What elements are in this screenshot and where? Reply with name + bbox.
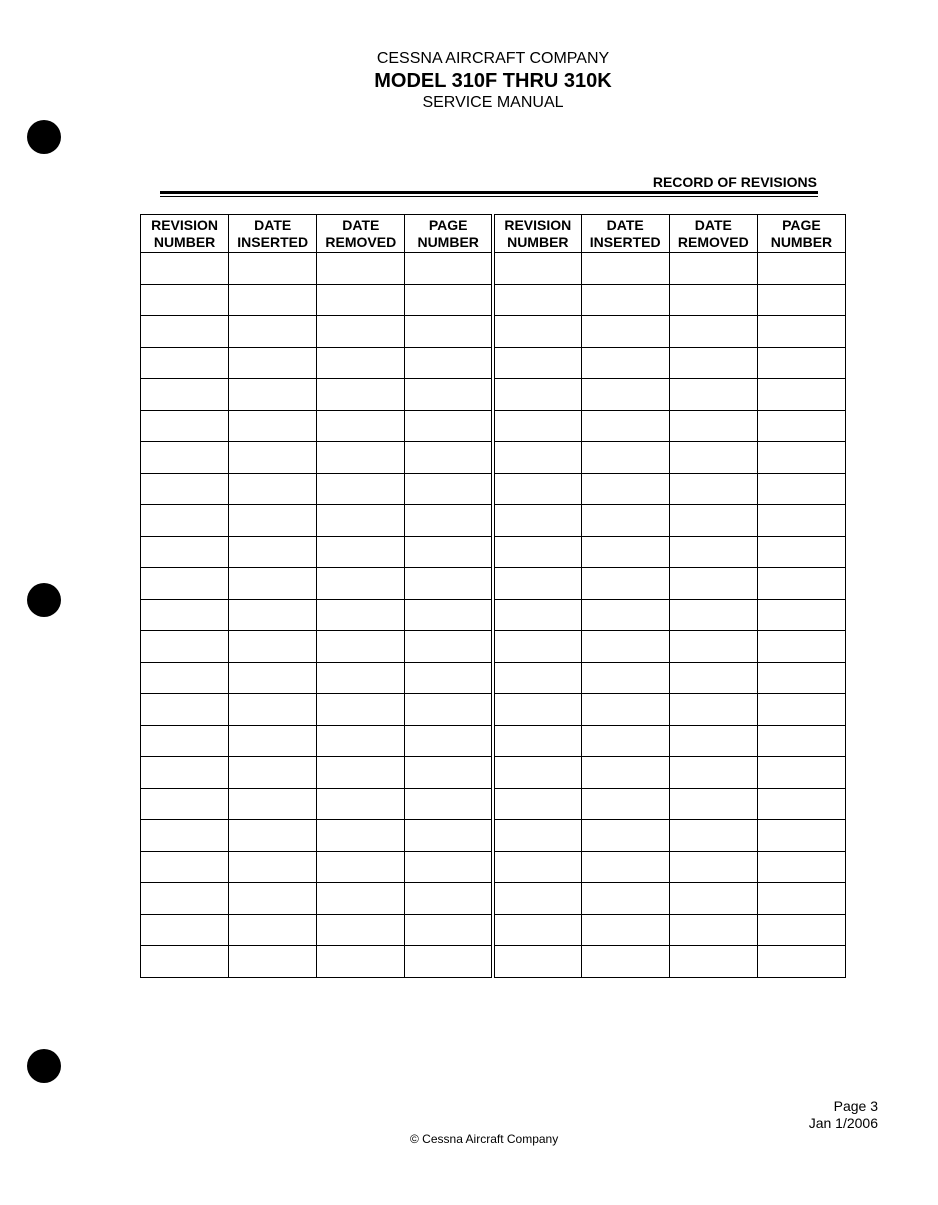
table-cell — [229, 347, 317, 379]
table-cell — [669, 946, 757, 978]
table-cell — [141, 851, 229, 883]
table-cell — [669, 725, 757, 757]
table-row — [141, 568, 846, 600]
table-cell — [405, 914, 493, 946]
table-cell — [229, 946, 317, 978]
table-cell — [581, 347, 669, 379]
table-cell — [141, 347, 229, 379]
table-cell — [493, 505, 581, 537]
table-cell — [229, 757, 317, 789]
table-row — [141, 914, 846, 946]
binder-hole-top — [27, 120, 61, 154]
column-header — [317, 215, 405, 253]
table-cell — [141, 757, 229, 789]
table-cell — [493, 631, 581, 663]
table-cell — [493, 284, 581, 316]
table-cell — [317, 505, 405, 537]
table-cell — [405, 725, 493, 757]
table-cell — [493, 536, 581, 568]
table-cell — [317, 316, 405, 348]
table-cell — [757, 788, 845, 820]
column-header-line1: REVISION — [151, 216, 219, 233]
table-cell — [229, 599, 317, 631]
column-header-line2: INSERTED — [237, 233, 309, 250]
table-cell — [493, 473, 581, 505]
page-footer — [809, 1098, 878, 1132]
table-cell — [141, 442, 229, 474]
table-header-row — [141, 215, 846, 253]
table-cell — [317, 473, 405, 505]
table-cell — [757, 631, 845, 663]
table-row — [141, 820, 846, 852]
divider-thick — [160, 191, 818, 194]
table-cell — [581, 410, 669, 442]
table-row — [141, 883, 846, 915]
column-header-line2: INSERTED — [589, 233, 661, 250]
table-cell — [581, 316, 669, 348]
table-cell — [757, 410, 845, 442]
table-cell — [493, 347, 581, 379]
table-cell — [493, 599, 581, 631]
table-cell — [229, 914, 317, 946]
table-cell — [493, 410, 581, 442]
table-cell — [229, 883, 317, 915]
table-cell — [581, 883, 669, 915]
table-cell — [581, 725, 669, 757]
table-cell — [405, 505, 493, 537]
column-header-line1: PAGE — [428, 216, 468, 233]
table-row — [141, 284, 846, 316]
table-cell — [141, 662, 229, 694]
table-cell — [141, 946, 229, 978]
column-header-line1: DATE — [694, 216, 732, 233]
table-row — [141, 347, 846, 379]
column-header — [581, 215, 669, 253]
table-cell — [581, 568, 669, 600]
table-cell — [493, 725, 581, 757]
table-cell — [669, 851, 757, 883]
table-cell — [493, 694, 581, 726]
table-cell — [581, 946, 669, 978]
table-cell — [581, 253, 669, 285]
table-cell — [669, 473, 757, 505]
table-cell — [405, 694, 493, 726]
table-cell — [757, 599, 845, 631]
table-row — [141, 316, 846, 348]
table-cell — [669, 883, 757, 915]
table-cell — [229, 851, 317, 883]
column-header — [757, 215, 845, 253]
table-cell — [581, 851, 669, 883]
table-cell — [757, 820, 845, 852]
table-cell — [669, 442, 757, 474]
table-cell — [757, 284, 845, 316]
table-cell — [141, 631, 229, 663]
section-title: RECORD OF REVISIONS — [652, 174, 817, 190]
column-header-line1: REVISION — [504, 216, 572, 233]
table-cell — [493, 568, 581, 600]
table-cell — [493, 788, 581, 820]
table-cell — [757, 473, 845, 505]
table-cell — [141, 410, 229, 442]
table-cell — [757, 694, 845, 726]
table-cell — [405, 820, 493, 852]
table-cell — [317, 820, 405, 852]
table-cell — [229, 505, 317, 537]
binder-hole-middle — [27, 583, 61, 617]
table-cell — [669, 284, 757, 316]
table-cell — [405, 631, 493, 663]
table-cell — [493, 946, 581, 978]
table-cell — [229, 253, 317, 285]
table-cell — [229, 788, 317, 820]
table-cell — [669, 662, 757, 694]
table-cell — [317, 914, 405, 946]
table-cell — [405, 284, 493, 316]
table-cell — [141, 253, 229, 285]
table-cell — [669, 568, 757, 600]
table-cell — [141, 505, 229, 537]
column-header-line2: NUMBER — [507, 233, 569, 250]
column-header — [141, 215, 229, 253]
table-cell — [581, 757, 669, 789]
table-cell — [669, 914, 757, 946]
table-row — [141, 599, 846, 631]
table-cell — [317, 694, 405, 726]
table-cell — [141, 379, 229, 411]
table-cell — [405, 347, 493, 379]
table-cell — [317, 568, 405, 600]
table-cell — [581, 505, 669, 537]
table-cell — [141, 883, 229, 915]
table-row — [141, 505, 846, 537]
table-cell — [229, 284, 317, 316]
table-row — [141, 788, 846, 820]
table-cell — [669, 347, 757, 379]
table-cell — [405, 946, 493, 978]
table-cell — [757, 851, 845, 883]
table-cell — [229, 725, 317, 757]
copyright: © Cessna Aircraft Company — [410, 1132, 559, 1146]
table-cell — [229, 473, 317, 505]
table-row — [141, 946, 846, 978]
table-cell — [669, 599, 757, 631]
table-cell — [405, 568, 493, 600]
table-cell — [229, 662, 317, 694]
table-cell — [317, 284, 405, 316]
table-cell — [229, 694, 317, 726]
table-cell — [317, 788, 405, 820]
table-cell — [581, 536, 669, 568]
table-cell — [669, 253, 757, 285]
table-cell — [493, 662, 581, 694]
table-cell — [493, 851, 581, 883]
column-header-line2: NUMBER — [770, 233, 833, 250]
table-cell — [757, 662, 845, 694]
table-cell — [317, 725, 405, 757]
table-cell — [229, 631, 317, 663]
table-row — [141, 442, 846, 474]
table-cell — [757, 536, 845, 568]
revisions-table — [140, 214, 846, 978]
column-header-line1: DATE — [254, 216, 292, 233]
table-cell — [669, 820, 757, 852]
column-header — [493, 215, 581, 253]
table-cell — [669, 536, 757, 568]
table-cell — [581, 379, 669, 411]
table-cell — [229, 410, 317, 442]
table-cell — [141, 788, 229, 820]
page-number: Page 3 — [833, 1098, 878, 1114]
table-cell — [229, 820, 317, 852]
revision-date: Jan 1/2006 — [808, 1115, 878, 1131]
table-cell — [669, 505, 757, 537]
column-header — [229, 215, 317, 253]
table-cell — [669, 316, 757, 348]
table-cell — [757, 946, 845, 978]
column-header-line1: PAGE — [782, 216, 821, 233]
column-header — [405, 215, 493, 253]
table-cell — [581, 694, 669, 726]
table-cell — [317, 662, 405, 694]
table-cell — [317, 946, 405, 978]
table-cell — [581, 662, 669, 694]
table-cell — [757, 316, 845, 348]
table-row — [141, 725, 846, 757]
table-cell — [581, 914, 669, 946]
table-cell — [141, 316, 229, 348]
table-cell — [757, 347, 845, 379]
table-row — [141, 410, 846, 442]
table-row — [141, 536, 846, 568]
table-cell — [317, 851, 405, 883]
table-cell — [141, 536, 229, 568]
table-cell — [493, 442, 581, 474]
table-cell — [317, 347, 405, 379]
column-header-line1: DATE — [606, 216, 644, 233]
table-cell — [317, 599, 405, 631]
table-row — [141, 851, 846, 883]
table-cell — [317, 631, 405, 663]
table-cell — [229, 442, 317, 474]
table-cell — [141, 820, 229, 852]
table-cell — [405, 757, 493, 789]
column-header-line1: DATE — [342, 216, 380, 233]
table-cell — [757, 379, 845, 411]
table-row — [141, 631, 846, 663]
table-cell — [405, 442, 493, 474]
table-cell — [405, 316, 493, 348]
table-cell — [405, 662, 493, 694]
table-cell — [405, 253, 493, 285]
table-row — [141, 757, 846, 789]
table-cell — [581, 473, 669, 505]
table-cell — [405, 883, 493, 915]
table-cell — [317, 253, 405, 285]
table-row — [141, 473, 846, 505]
company-name: CESSNA AIRCRAFT COMPANY — [376, 50, 610, 67]
table-cell — [581, 820, 669, 852]
table-cell — [229, 379, 317, 411]
table-cell — [405, 788, 493, 820]
table-cell — [317, 442, 405, 474]
table-cell — [493, 253, 581, 285]
table-cell — [493, 316, 581, 348]
table-cell — [493, 757, 581, 789]
table-cell — [581, 599, 669, 631]
table-cell — [141, 284, 229, 316]
table-cell — [757, 253, 845, 285]
table-cell — [229, 536, 317, 568]
table-cell — [669, 788, 757, 820]
table-cell — [669, 379, 757, 411]
table-cell — [405, 410, 493, 442]
table-cell — [493, 820, 581, 852]
table-cell — [317, 757, 405, 789]
table-cell — [757, 442, 845, 474]
table-cell — [317, 379, 405, 411]
table-row — [141, 379, 846, 411]
table-cell — [141, 725, 229, 757]
table-cell — [757, 914, 845, 946]
table-cell — [405, 599, 493, 631]
table-cell — [405, 473, 493, 505]
table-cell — [405, 379, 493, 411]
table-cell — [581, 788, 669, 820]
table-cell — [757, 883, 845, 915]
table-cell — [757, 757, 845, 789]
binder-hole-bottom — [27, 1049, 61, 1083]
column-header-line2: NUMBER — [153, 233, 216, 250]
table-cell — [757, 725, 845, 757]
table-cell — [229, 316, 317, 348]
table-cell — [317, 883, 405, 915]
table-cell — [581, 631, 669, 663]
column-header-line2: NUMBER — [417, 233, 479, 250]
table-row — [141, 253, 846, 285]
model-title: MODEL 310F THRU 310K — [374, 70, 612, 92]
divider-thin — [160, 196, 818, 197]
column-header-line2: REMOVED — [325, 233, 397, 250]
table-cell — [317, 410, 405, 442]
table-cell — [141, 568, 229, 600]
table-cell — [317, 536, 405, 568]
table-cell — [141, 914, 229, 946]
table-cell — [669, 694, 757, 726]
manual-title: SERVICE MANUAL — [422, 94, 564, 111]
table-cell — [405, 851, 493, 883]
table-cell — [493, 914, 581, 946]
table-cell — [493, 883, 581, 915]
table-cell — [493, 379, 581, 411]
table-cell — [581, 442, 669, 474]
table-cell — [405, 536, 493, 568]
table-cell — [757, 568, 845, 600]
table-cell — [141, 473, 229, 505]
table-cell — [669, 631, 757, 663]
table-row — [141, 662, 846, 694]
table-cell — [141, 599, 229, 631]
table-cell — [141, 694, 229, 726]
column-header-line2: REMOVED — [677, 233, 749, 250]
table-cell — [757, 505, 845, 537]
table-cell — [669, 757, 757, 789]
table-cell — [229, 568, 317, 600]
column-header — [669, 215, 757, 253]
table-cell — [581, 284, 669, 316]
table-row — [141, 694, 846, 726]
table-cell — [669, 410, 757, 442]
